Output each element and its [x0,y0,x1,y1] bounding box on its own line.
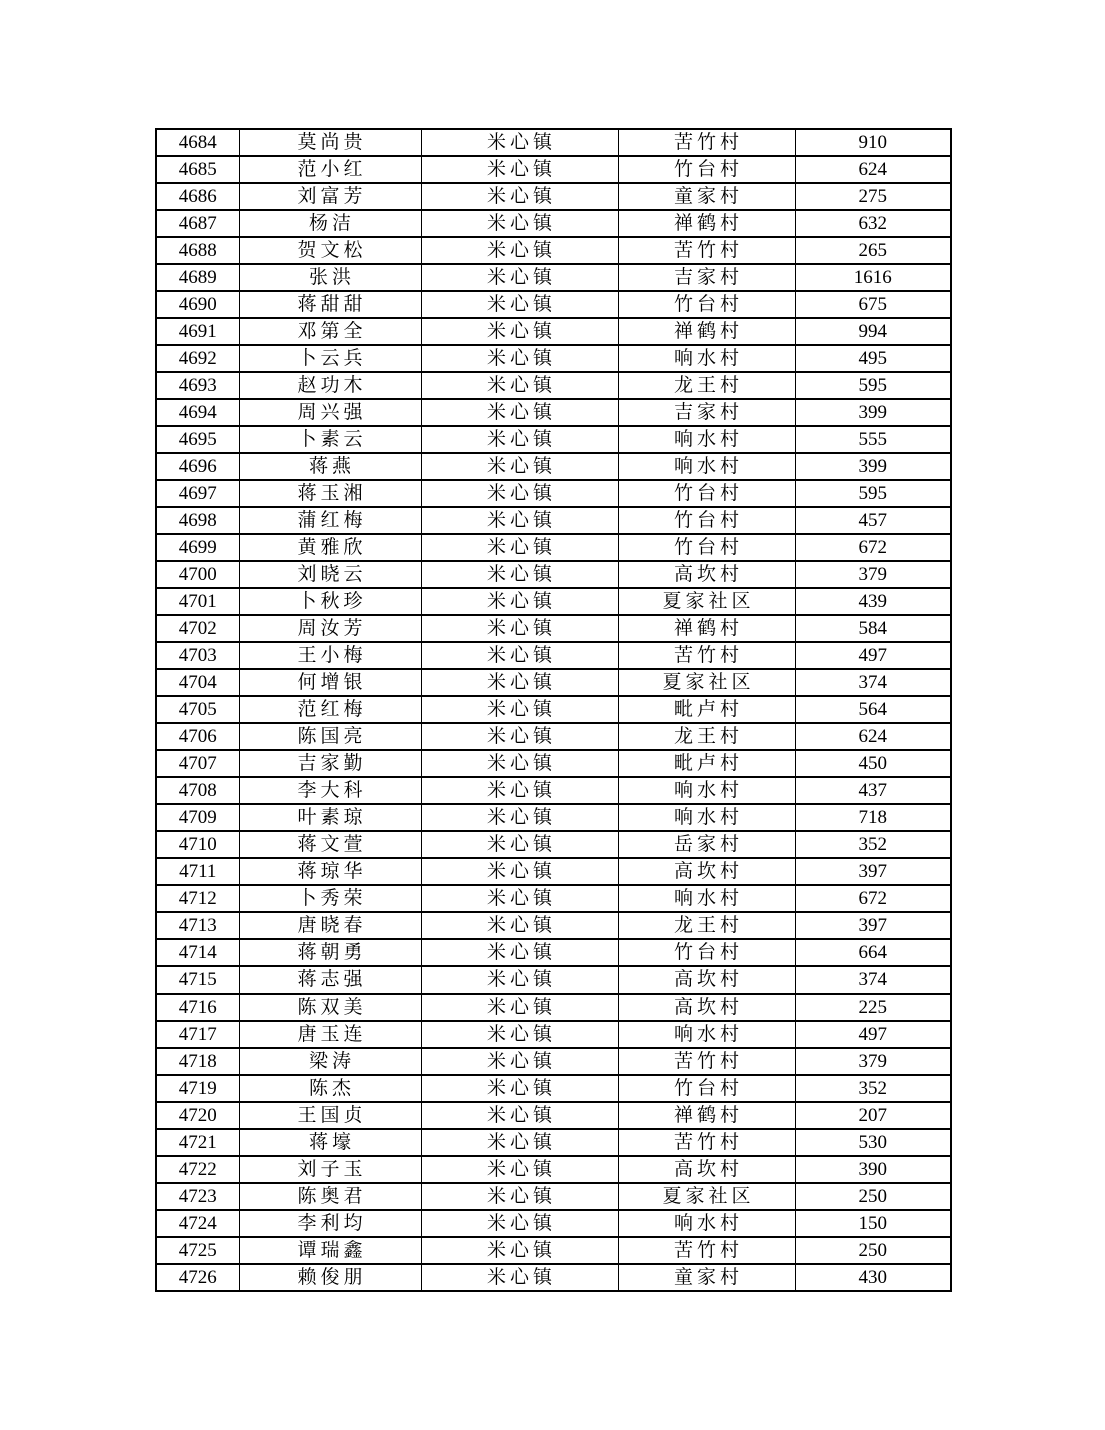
table-row [156,264,951,291]
cell-town: 米心镇 [421,994,618,1021]
cell-id: 4690 [156,291,239,318]
cell-amount: 265 [795,237,951,264]
cell-id: 4709 [156,804,239,831]
cell-town: 米心镇 [421,831,618,858]
table-row [156,372,951,399]
cell-town: 米心镇 [421,129,618,156]
cell-town: 米心镇 [421,669,618,696]
cell-village: 竹台村 [618,156,795,183]
cell-amount: 207 [795,1102,951,1129]
cell-amount: 352 [795,1075,951,1102]
cell-amount: 672 [795,534,951,561]
table-row [156,994,951,1021]
table-row [156,642,951,669]
cell-id: 4717 [156,1021,239,1048]
cell-name: 李利均 [239,1210,421,1237]
cell-id: 4716 [156,994,239,1021]
cell-amount: 672 [795,885,951,912]
table-row [156,885,951,912]
table-row [156,1264,951,1291]
cell-amount: 718 [795,804,951,831]
cell-name: 刘富芳 [239,183,421,210]
table-row [156,750,951,777]
cell-amount: 530 [795,1129,951,1156]
cell-town: 米心镇 [421,1048,618,1075]
cell-id: 4702 [156,615,239,642]
cell-town: 米心镇 [421,426,618,453]
cell-town: 米心镇 [421,345,618,372]
cell-name: 李大科 [239,777,421,804]
cell-id: 4691 [156,318,239,345]
table-row [156,291,951,318]
cell-amount: 1616 [795,264,951,291]
table-row [156,1210,951,1237]
cell-amount: 632 [795,210,951,237]
cell-amount: 352 [795,831,951,858]
cell-name: 张洪 [239,264,421,291]
cell-name: 蒋玉湘 [239,480,421,507]
cell-name: 刘子玉 [239,1156,421,1183]
cell-town: 米心镇 [421,777,618,804]
table-row [156,1075,951,1102]
cell-town: 米心镇 [421,1021,618,1048]
cell-amount: 675 [795,291,951,318]
cell-village: 响水村 [618,345,795,372]
cell-amount: 497 [795,642,951,669]
table-row [156,777,951,804]
cell-village: 高坎村 [618,966,795,993]
cell-id: 4689 [156,264,239,291]
table-row [156,237,951,264]
cell-amount: 379 [795,561,951,588]
cell-village: 禅鹤村 [618,318,795,345]
cell-amount: 497 [795,1021,951,1048]
cell-village: 龙王村 [618,372,795,399]
cell-town: 米心镇 [421,1102,618,1129]
cell-amount: 250 [795,1183,951,1210]
cell-amount: 624 [795,723,951,750]
cell-id: 4705 [156,696,239,723]
cell-name: 邓第全 [239,318,421,345]
cell-id: 4694 [156,399,239,426]
cell-village: 苦竹村 [618,129,795,156]
cell-amount: 250 [795,1237,951,1264]
cell-name: 黄雅欣 [239,534,421,561]
cell-village: 竹台村 [618,939,795,966]
cell-name: 蒋琼华 [239,858,421,885]
cell-id: 4697 [156,480,239,507]
table-row [156,318,951,345]
cell-id: 4699 [156,534,239,561]
cell-town: 米心镇 [421,885,618,912]
cell-name: 卜云兵 [239,345,421,372]
cell-town: 米心镇 [421,804,618,831]
table-row [156,156,951,183]
cell-amount: 624 [795,156,951,183]
cell-amount: 275 [795,183,951,210]
cell-village: 高坎村 [618,561,795,588]
cell-town: 米心镇 [421,156,618,183]
cell-id: 4714 [156,939,239,966]
table-row [156,939,951,966]
cell-village: 高坎村 [618,994,795,1021]
cell-name: 陈国亮 [239,723,421,750]
cell-village: 响水村 [618,1210,795,1237]
cell-town: 米心镇 [421,588,618,615]
cell-town: 米心镇 [421,1129,618,1156]
cell-town: 米心镇 [421,237,618,264]
cell-id: 4724 [156,1210,239,1237]
cell-id: 4715 [156,966,239,993]
cell-town: 米心镇 [421,372,618,399]
cell-name: 赖俊朋 [239,1264,421,1291]
cell-amount: 399 [795,399,951,426]
cell-id: 4686 [156,183,239,210]
cell-village: 竹台村 [618,534,795,561]
cell-id: 4711 [156,858,239,885]
cell-amount: 430 [795,1264,951,1291]
cell-town: 米心镇 [421,858,618,885]
cell-town: 米心镇 [421,318,618,345]
cell-town: 米心镇 [421,642,618,669]
cell-name: 周兴强 [239,399,421,426]
cell-town: 米心镇 [421,264,618,291]
cell-village: 苦竹村 [618,1129,795,1156]
cell-village: 苦竹村 [618,237,795,264]
cell-town: 米心镇 [421,1183,618,1210]
cell-town: 米心镇 [421,912,618,939]
cell-name: 陈奥君 [239,1183,421,1210]
table-row [156,1183,951,1210]
cell-id: 4713 [156,912,239,939]
cell-id: 4687 [156,210,239,237]
cell-town: 米心镇 [421,696,618,723]
cell-town: 米心镇 [421,1156,618,1183]
cell-name: 莫尚贵 [239,129,421,156]
cell-town: 米心镇 [421,453,618,480]
table-row [156,1156,951,1183]
cell-id: 4684 [156,129,239,156]
cell-village: 禅鹤村 [618,615,795,642]
cell-town: 米心镇 [421,210,618,237]
table-row [156,399,951,426]
cell-id: 4725 [156,1237,239,1264]
cell-village: 夏家社区 [618,588,795,615]
table-row [156,696,951,723]
cell-village: 响水村 [618,885,795,912]
table-row [156,1021,951,1048]
table-row [156,561,951,588]
cell-amount: 664 [795,939,951,966]
cell-id: 4700 [156,561,239,588]
cell-name: 谭瑞鑫 [239,1237,421,1264]
cell-village: 龙王村 [618,723,795,750]
cell-name: 蒋朝勇 [239,939,421,966]
cell-village: 龙王村 [618,912,795,939]
cell-town: 米心镇 [421,939,618,966]
cell-village: 童家村 [618,183,795,210]
cell-amount: 397 [795,912,951,939]
cell-id: 4693 [156,372,239,399]
table-row [156,183,951,210]
cell-name: 蒋文萱 [239,831,421,858]
cell-town: 米心镇 [421,183,618,210]
table-row [156,966,951,993]
cell-town: 米心镇 [421,534,618,561]
cell-id: 4703 [156,642,239,669]
table-row [156,210,951,237]
cell-name: 卜秋珍 [239,588,421,615]
cell-town: 米心镇 [421,1237,618,1264]
table-row [156,1237,951,1264]
cell-amount: 994 [795,318,951,345]
cell-amount: 374 [795,669,951,696]
cell-town: 米心镇 [421,1264,618,1291]
cell-amount: 150 [795,1210,951,1237]
cell-name: 王国贞 [239,1102,421,1129]
cell-name: 杨洁 [239,210,421,237]
table-row [156,453,951,480]
cell-village: 响水村 [618,804,795,831]
cell-town: 米心镇 [421,1075,618,1102]
table-row [156,1048,951,1075]
cell-name: 蒋志强 [239,966,421,993]
cell-name: 卜素云 [239,426,421,453]
cell-name: 蒋燕 [239,453,421,480]
cell-id: 4721 [156,1129,239,1156]
cell-amount: 457 [795,507,951,534]
table-row [156,345,951,372]
cell-amount: 399 [795,453,951,480]
cell-name: 吉家勤 [239,750,421,777]
cell-id: 4688 [156,237,239,264]
cell-amount: 564 [795,696,951,723]
cell-village: 响水村 [618,1021,795,1048]
roster-table [155,128,952,1292]
cell-village: 吉家村 [618,399,795,426]
cell-id: 4708 [156,777,239,804]
cell-village: 吉家村 [618,264,795,291]
cell-village: 苦竹村 [618,642,795,669]
cell-town: 米心镇 [421,723,618,750]
cell-id: 4719 [156,1075,239,1102]
cell-village: 响水村 [618,453,795,480]
cell-village: 毗卢村 [618,750,795,777]
cell-village: 毗卢村 [618,696,795,723]
cell-village: 童家村 [618,1264,795,1291]
cell-name: 周汝芳 [239,615,421,642]
cell-id: 4696 [156,453,239,480]
cell-amount: 225 [795,994,951,1021]
cell-village: 响水村 [618,777,795,804]
cell-town: 米心镇 [421,561,618,588]
cell-id: 4720 [156,1102,239,1129]
cell-town: 米心镇 [421,1210,618,1237]
cell-id: 4726 [156,1264,239,1291]
table-row [156,507,951,534]
cell-amount: 439 [795,588,951,615]
cell-id: 4712 [156,885,239,912]
cell-id: 4718 [156,1048,239,1075]
table-row [156,1129,951,1156]
cell-id: 4695 [156,426,239,453]
cell-name: 王小梅 [239,642,421,669]
table-row [156,588,951,615]
table-row [156,669,951,696]
table-row [156,858,951,885]
cell-name: 蒋壕 [239,1129,421,1156]
table-row [156,480,951,507]
cell-village: 高坎村 [618,1156,795,1183]
table-row [156,831,951,858]
table-body [156,129,951,1291]
cell-id: 4710 [156,831,239,858]
cell-village: 高坎村 [618,858,795,885]
table-row [156,615,951,642]
cell-amount: 397 [795,858,951,885]
cell-village: 竹台村 [618,291,795,318]
cell-village: 竹台村 [618,1075,795,1102]
cell-name: 卜秀荣 [239,885,421,912]
cell-id: 4704 [156,669,239,696]
cell-name: 范红梅 [239,696,421,723]
cell-id: 4692 [156,345,239,372]
table-row [156,129,951,156]
cell-amount: 379 [795,1048,951,1075]
cell-amount: 374 [795,966,951,993]
cell-amount: 910 [795,129,951,156]
cell-village: 苦竹村 [618,1237,795,1264]
cell-name: 赵功木 [239,372,421,399]
cell-town: 米心镇 [421,750,618,777]
cell-amount: 595 [795,372,951,399]
cell-name: 唐晓春 [239,912,421,939]
cell-village: 夏家社区 [618,1183,795,1210]
cell-name: 蒲红梅 [239,507,421,534]
cell-name: 蒋甜甜 [239,291,421,318]
cell-amount: 584 [795,615,951,642]
cell-id: 4706 [156,723,239,750]
cell-amount: 437 [795,777,951,804]
cell-village: 苦竹村 [618,1048,795,1075]
cell-id: 4698 [156,507,239,534]
cell-amount: 450 [795,750,951,777]
cell-name: 叶素琼 [239,804,421,831]
cell-village: 竹台村 [618,480,795,507]
cell-village: 禅鹤村 [618,210,795,237]
cell-village: 禅鹤村 [618,1102,795,1129]
cell-town: 米心镇 [421,507,618,534]
table-row [156,804,951,831]
cell-id: 4723 [156,1183,239,1210]
table-row [156,534,951,561]
cell-id: 4707 [156,750,239,777]
cell-id: 4722 [156,1156,239,1183]
cell-village: 竹台村 [618,507,795,534]
cell-amount: 390 [795,1156,951,1183]
cell-name: 范小红 [239,156,421,183]
cell-name: 唐玉连 [239,1021,421,1048]
cell-village: 岳家村 [618,831,795,858]
table-row [156,1102,951,1129]
cell-id: 4701 [156,588,239,615]
cell-town: 米心镇 [421,480,618,507]
cell-town: 米心镇 [421,966,618,993]
cell-name: 梁涛 [239,1048,421,1075]
cell-village: 夏家社区 [618,669,795,696]
cell-town: 米心镇 [421,615,618,642]
table-row [156,426,951,453]
cell-amount: 595 [795,480,951,507]
cell-name: 贺文松 [239,237,421,264]
table-row [156,912,951,939]
cell-name: 刘晓云 [239,561,421,588]
cell-town: 米心镇 [421,399,618,426]
cell-village: 响水村 [618,426,795,453]
cell-name: 何增银 [239,669,421,696]
cell-id: 4685 [156,156,239,183]
table-row [156,723,951,750]
cell-name: 陈杰 [239,1075,421,1102]
cell-amount: 555 [795,426,951,453]
cell-town: 米心镇 [421,291,618,318]
cell-amount: 495 [795,345,951,372]
cell-name: 陈双美 [239,994,421,1021]
